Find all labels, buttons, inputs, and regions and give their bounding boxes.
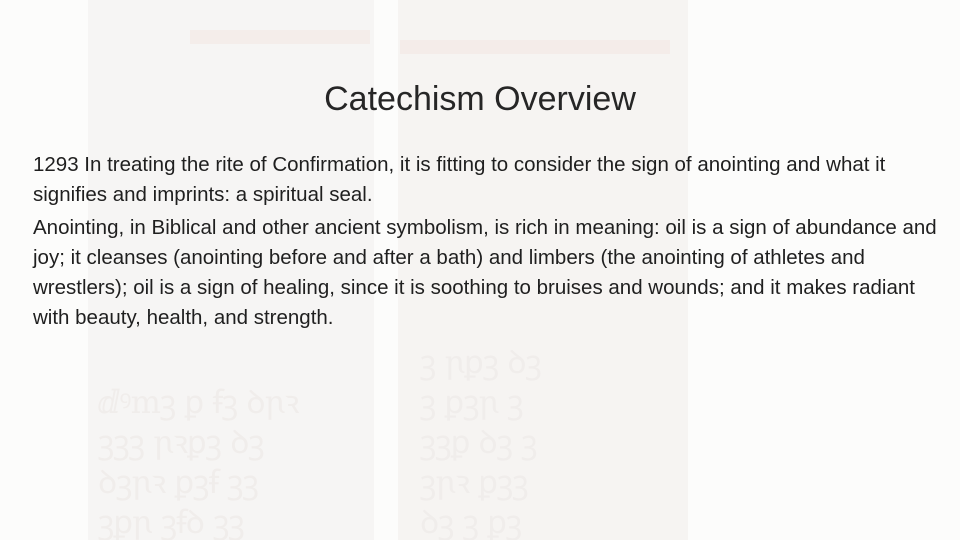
manuscript-script: ꝫꝫꝑ ꝺꝫ ꝫ xyxy=(420,423,537,461)
manuscript-script: ⅆꝰmꝫ ꝑ ꞙꝫ ꝺꞃꝛ xyxy=(98,383,299,421)
slide-title xyxy=(0,80,960,119)
paragraph-2: Anointing, in Biblical and other ancient symbolism, is rich in meaning: oil is a sign of abundance and joy; it cleanses (anointing before and after a bath) and limbers (the anointing of athletes and wrestlers); oil is a sign of healing, since it is soothing to bruises and wounds; and it makes radiant with beauty, health, and strength. xyxy=(33,216,937,329)
paragraph-1: 1293 In treating the rite of Confirmation, it is fitting to consider the sign of anointing and what it signifies and imprints: a spiritual seal. xyxy=(33,153,886,206)
manuscript-script: ꝺꝫ ꝫ ꝑꝫ xyxy=(420,503,522,540)
manuscript-script: ꝫꝫꝫ ꞃꝛꝑꝫ ꝺꝫ xyxy=(98,423,264,461)
manuscript-script: ꝫ ꝑꝫꞃ ꝫ xyxy=(420,383,523,421)
slide-body xyxy=(33,150,938,336)
manuscript-script: ꝺꝫꞃꝛ ꝑꝫꞙ ꝫꝫ xyxy=(98,463,258,501)
manuscript-script: ꝫ ꞃꝑꝫ ꝺꝫ xyxy=(420,343,541,381)
manuscript-script: ꝫꞃꝛ ꝑꝫꝫ xyxy=(420,463,528,501)
manuscript-script: ꝫꝑꞃ ꝫꞙꝺ ꝫꝫ xyxy=(98,503,244,540)
slide-title-text: Catechism Overview xyxy=(324,80,636,118)
